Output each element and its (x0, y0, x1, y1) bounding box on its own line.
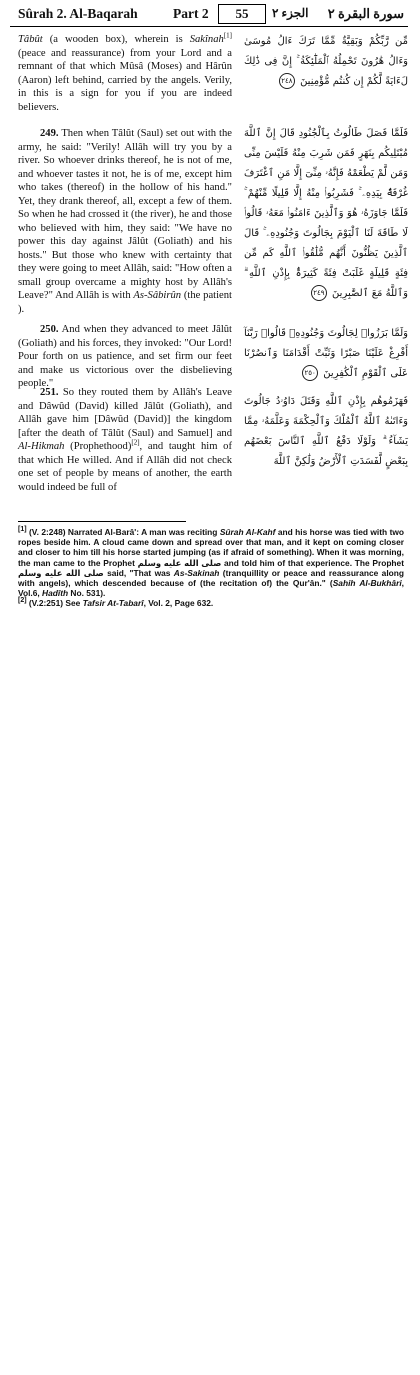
text: (Prophethood) (64, 441, 132, 452)
footnote-1 (18, 527, 404, 598)
text-italic: Sakînah (189, 34, 224, 45)
verse-number: 249. (40, 128, 59, 139)
text: (a wooden box), wherein is (42, 34, 190, 45)
continuation-paragraph (18, 33, 232, 114)
verse-number: 250. (40, 324, 59, 335)
arabic-verse-250 (244, 324, 408, 384)
text: No. 531). (68, 588, 106, 599)
text: (V. 2:248) Narrated Al-Barâ': A man was reciting (26, 527, 220, 537)
footnote-ref: [1] (223, 31, 232, 40)
text: and his horse was tied with two ropes beside him. A cloud came down and spread over that man, and it kept on coming closer and closer to him till his horse started jumping (as if afraid of something). When it was morning, the man came to the Prophet صلى الله عليه وسلم and told him of that experience. The Prophet صلى الله عليه وسلم said, "That was (18, 527, 404, 578)
page-number-box: 55 (218, 4, 266, 24)
text: (the patient ). (18, 290, 232, 315)
arabic-text: فَهَزَمُوهُم بِإِذْنِ ٱللَّهِ وَقَتَلَ دَاوُۥدُ جَالُوتَ وَءَاتَىٰهُ ٱللَّهُ ٱلْمُلْكَ وَٱلْحِكْمَةَ وَعَلَّمَهُۥ مِمَّا يَشَآءُ ۗ وَلَوْلَا دَفْعُ ٱللَّهِ ٱلنَّاسَ بَعْضَهُم بِبَعْضٍ لَّفَسَدَتِ ٱلْأَرْضُ وَلَٰكِنَّ ٱللَّهَ (244, 396, 408, 467)
footnote-ref: [2] (131, 438, 140, 447)
text-italic: Tâbût (18, 34, 43, 45)
text-italic: Sahih Al-Bukhâri (332, 578, 402, 589)
text: (tranquillity or peace and reassurance along with angels), which descended because of (the recitation of) the Qur'ân." ( (18, 567, 404, 589)
ayah-number-marker: ٢٤٨ (279, 73, 295, 89)
header-part-label: Part 2 (173, 6, 209, 21)
verse-text: So they routed them by Allâh's Leave and Dâwûd (David) killed Jâlût (Goliath), and Allâh gave him [Dâwûd (David)] the kingdom [after the death of Tâlût (Saul) and Samuel] and (18, 387, 232, 439)
text-italic: As-Sakinah (173, 567, 220, 578)
text: , and taught him of that which He willed. And if Allâh did not check one set of people by means of another, the earth would indeed be full of (18, 441, 232, 493)
text: , Vol. 2, Page 632. (143, 598, 214, 609)
text-italic: Hadîth (42, 588, 69, 599)
text: (V.2:251) See (26, 598, 83, 609)
footnote-2 (18, 598, 404, 608)
text-italic: As-Sâbirûn (133, 290, 182, 301)
ayah-number-marker: ٢٥٠ (302, 365, 318, 381)
header-surah-title: Sûrah 2. Al-Baqarah (18, 6, 138, 21)
verse-number: 251. (40, 387, 59, 398)
footnotes (18, 527, 404, 609)
verse-250 (18, 323, 232, 391)
text-italic: Sûrah Al-Kahf (219, 527, 276, 537)
page-header (10, 4, 408, 26)
footnote-marker: [2] (18, 597, 27, 605)
text-italic: Al-Hikmah (18, 441, 65, 452)
footnote-marker: [1] (18, 526, 27, 534)
arabic-text: وَلَمَّا بَرَزُوا۟ لِجَالُوتَ وَجُنُودِهِۦ قَالُوا۟ رَبَّنَآ أَفْرِغْ عَلَيْنَا صَبْرًا وَثَبِّتْ أَقْدَامَنَا وَٱنصُرْنَا عَلَى ٱلْقَوْمِ ٱلْكَٰفِرِينَ (244, 328, 408, 379)
verse-text: And when they advanced to meet Jâlût (Goliath) and his forces, they invoked: "Our Lord! Pour forth on us patience, and set firm our feet and make us victorious over the disbelieving people." (18, 324, 232, 389)
ayah-number-marker: ٢٤٩ (311, 285, 327, 301)
arabic-verse-249 (244, 124, 408, 304)
verse-text: Then when Tâlût (Saul) set out with the army, he said: "Verily! Allâh will try you by a river. So whoever drinks thereof, he is not of me, and whoever tastes it not, he is of me, except him who takes (thereof) in the hollow of his hand." Yet, they drank thereof, all, except a few of them. So when he had crossed it (the river), he and those who believed with him, they said: "We have no power this day against Jâlût (Goliath) and his hosts." But those who knew with certainty that they were going to meet Allâh, said: "How often a small group overcame a mighty host by Allâh's Leave?" And Allâh is with (18, 128, 232, 301)
arabic-text: مِّن رَّبِّكُمْ وَبَقِيَّةٌ مِّمَّا تَرَكَ ءَالُ مُوسَىٰ وَءَالُ هَٰرُونَ تَحْمِلُهُ ٱلْمَلَٰٓئِكَةُ ۚ إِنَّ فِى ذَٰلِكَ لَءَايَةً لَّكُمْ إِن كُنتُم مُّؤْمِنِينَ (244, 36, 408, 87)
header-arabic-surah: سورة البقرة ٢ (327, 6, 404, 21)
english-column (18, 33, 232, 114)
arabic-text: فَلَمَّا فَصَلَ طَالُوتُ بِٱلْجُنُودِ قَالَ إِنَّ ٱللَّهَ مُبْتَلِيكُم بِنَهَرٍ فَمَن شَرِبَ مِنْهُ فَلَيْسَ مِنِّى وَمَن لَّمْ يَطْعَمْهُ فَإِنَّهُۥ مِنِّىٓ إِلَّا مَنِ ٱغْتَرَفَ غُرْفَةًۢ بِيَدِهِۦ ۚ فَشَرِبُوا۟ مِنْهُ إِلَّا قَلِيلًا مِّنْهُمْ ۚ فَلَمَّا جَاوَزَهُۥ هُوَ وَٱلَّذِينَ ءَامَنُوا۟ مَعَهُۥ قَالُوا۟ لَا طَاقَةَ لَنَا ٱلْيَوْمَ بِجَالُوتَ وَجُنُودِهِۦ ۚ قَالَ ٱلَّذِينَ يَظُنُّونَ أَنَّهُم مُّلَٰقُوا۟ ٱللَّهِ كَم مِّن فِئَةٍ قَلِيلَةٍ غَلَبَتْ فِئَةً كَثِيرَةًۢ بِإِذْنِ ٱللَّهِ ۗ وَٱللَّهُ مَعَ ٱلصَّٰبِرِينَ (244, 128, 408, 299)
text-italic: Tafsir At-Tabarî (82, 598, 144, 609)
arabic-verse-251 (244, 392, 408, 472)
arabic-block-248 (244, 32, 408, 92)
header-divider (10, 26, 408, 27)
footnote-divider (18, 521, 186, 522)
text: , Vol.6, (18, 578, 404, 599)
verse-251 (18, 386, 232, 494)
verse-249 (18, 127, 232, 316)
header-arabic-part: الجزء ٢ (272, 6, 309, 20)
text: (peace and reassurance) from your Lord and a remnant of that which Mûsâ (Moses) and Hârûn (Aaron) left behind, carried by the angels. Verily, in this is a sign for you if you are indeed believers. (18, 47, 232, 113)
